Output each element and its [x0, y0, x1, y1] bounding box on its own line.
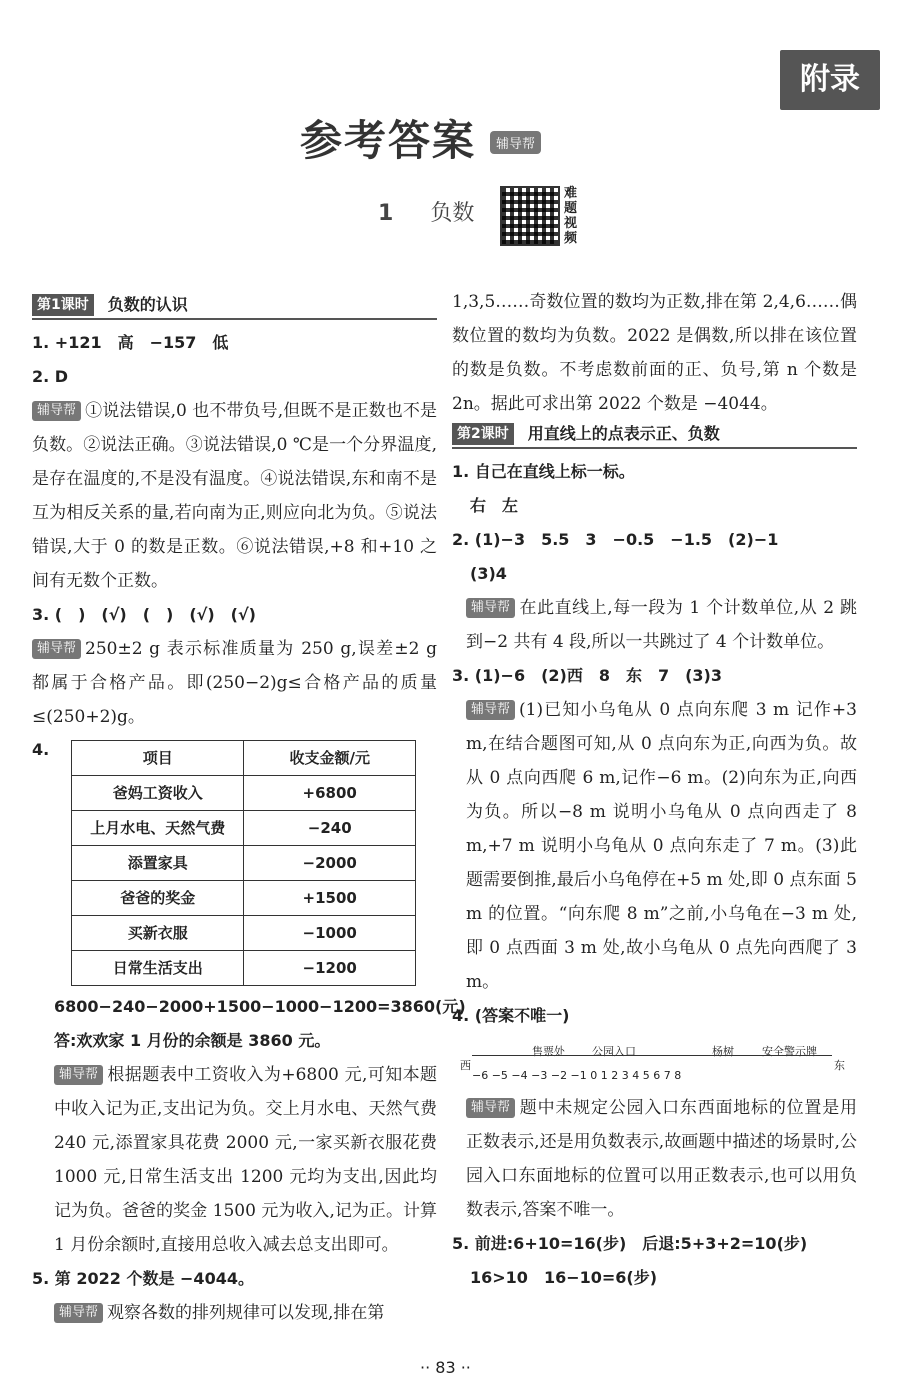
lesson-title: 负数的认识: [107, 295, 188, 314]
left-column: [32, 292, 466, 1330]
helper-badge: 辅导帮: [54, 1303, 103, 1323]
table-cell: 添置家具: [72, 846, 244, 881]
number-line: [472, 1055, 832, 1056]
table-row: [72, 951, 416, 986]
table-row: [72, 916, 416, 951]
lesson-tag: 第1课时: [32, 294, 94, 316]
qr-code-icon[interactable]: [500, 186, 560, 246]
table-cell: −2000: [244, 846, 416, 881]
note-4: [452, 1091, 857, 1227]
table-row: [72, 881, 416, 916]
note-2: [452, 591, 857, 659]
table-row: [72, 776, 416, 811]
number-line-label: 杨树: [712, 1045, 734, 1058]
number-line-label: 安全警示牌: [762, 1045, 817, 1058]
budget-table: [71, 740, 416, 986]
table-header-row: [72, 741, 416, 776]
page-title: 参考答案: [300, 116, 477, 165]
table-cell: 爸爸的奖金: [72, 881, 244, 916]
answer-4-number: 4.: [32, 740, 50, 759]
note-2: [32, 394, 437, 598]
lesson-2-header: [452, 421, 857, 449]
helper-badge: 辅导帮: [54, 1065, 103, 1085]
chapter-title: 负数: [430, 201, 475, 226]
answer-2: 2. (1)−3 5.5 3 −0.5 −1.5 (2)−1: [452, 530, 779, 549]
note-text: 在此直线上,每一段为 1 个计数单位,从 2 跳到−2 共有 4 段,所以一共跳过了 4 个计数单位。: [466, 598, 857, 652]
note-text: 观察各数的排列规律可以发现,排在第: [107, 1303, 385, 1323]
qr-label: 难题视频: [564, 186, 578, 246]
answer-3: 3. ( ) (√) ( ) (√) (√): [32, 605, 256, 624]
table-header-cell: 收支金额/元: [244, 741, 416, 776]
answer-statement: 答:欢欢家 1 月份的余额是 3860 元。: [54, 1031, 331, 1050]
note-5-continued: 1,3,5……奇数位置的数均为正数,排在第 2,4,6……偶数位置的数均为负数。2022 是偶数,所以排在该位置的数是负数。不考虑数前面的正、负号,第 n 个数是 2n。据此可求出第 2022 个数是 −4044。: [452, 292, 857, 414]
note-text: (1)已知小乌龟从 0 点向东爬 3 m 记作+3 m,在结合题图可知,从 0 点向东为正,向西为负。故从 0 点向西爬 6 m,记作−6 m。(2)向东为正,向西为负。所以−8 m 说明小乌龟从 0 点向西走了 8 m,+7 m 说明小乌龟从 0 点向东走了 7 m。(3)此题需要倒推,最后小乌龟停在+5 m 处,即 0 点东面 5 m 的位置。“向东爬 8 m”之前,小乌龟在−3 m 处,即 0 点西面 3 m 处,故小乌龟从 0 点先向西爬了 3 m。: [466, 700, 857, 992]
note-3: [452, 693, 857, 999]
note-text: 250±2 g 表示标准质量为 250 g,误差±2 g 都属于合格产品。即(250−2)g≤合格产品的质量≤(250+2)g。: [32, 639, 437, 727]
helper-badge: 辅导帮: [466, 1098, 515, 1118]
table-cell: 爸妈工资收入: [72, 776, 244, 811]
table-cell: 上月水电、天然气费: [72, 811, 244, 846]
note-3: [32, 632, 437, 734]
table-cell: 日常生活支出: [72, 951, 244, 986]
answer-4: [32, 740, 437, 986]
calculation: 6800−240−2000+1500−1000−1200=3860(元): [54, 997, 466, 1016]
answer-2: 2. D: [32, 367, 69, 386]
helper-badge: 辅导帮: [32, 639, 81, 659]
lesson-title: 用直线上的点表示正、负数: [527, 424, 720, 443]
table-header-cell: 项目: [72, 741, 244, 776]
number-line-ticks: −6 −5 −4 −3 −2 −1 0 1 2 3 4 5 6 7 8: [472, 1069, 682, 1082]
table-cell: −240: [244, 811, 416, 846]
answer-4: 4. (答案不唯一): [452, 1006, 570, 1025]
lesson-1-header: [32, 292, 437, 320]
appendix-corner: [710, 30, 900, 155]
answer-5: 5. 第 2022 个数是 −4044。: [32, 1269, 254, 1288]
number-line-diagram: [460, 1035, 857, 1085]
chapter-number: 1: [378, 201, 394, 226]
table-cell: −1000: [244, 916, 416, 951]
table-cell: +6800: [244, 776, 416, 811]
note-4: [32, 1058, 437, 1262]
note-text: ①说法错误,0 也不带负号,但既不是正数也不是负数。②说法正确。③说法错误,0 ℃是一个分界温度,是存在温度的,不是没有温度。④说法错误,东和南不是互为相反关系的量,若向南为正,则应向北为负。⑤说法错误,大于 0 的数是正数。⑥说法错误,+8 和+10 之间有无数个正数。: [32, 401, 437, 591]
note-text: 题中未规定公园入口东西面地标的位置是用正数表示,还是用负数表示,故画题中描述的场景时,公园入口东面地标的位置可以用正数表示,也可以用负数表示,答案不唯一。: [466, 1098, 857, 1220]
answer-1: 1. +121 高 −157 低: [32, 333, 229, 352]
answer-2b: (3)4: [470, 564, 507, 583]
answer-5b: 16>10 16−10=6(步): [470, 1268, 658, 1287]
note-5: [32, 1296, 437, 1330]
helper-badge: 辅导帮: [466, 598, 515, 618]
answer-1b: 右 左: [470, 496, 519, 515]
lesson-tag: 第2课时: [452, 423, 514, 445]
table-row: [72, 811, 416, 846]
title-badge: 辅导帮: [490, 131, 541, 154]
answer-5: 5. 前进:6+10=16(步) 后退:5+3+2=10(步): [452, 1234, 808, 1253]
chapter-heading: [378, 196, 474, 227]
answer-3: 3. (1)−6 (2)西 8 东 7 (3)3: [452, 666, 722, 685]
page-number: ·· 83 ··: [420, 1358, 471, 1377]
table-cell: 买新衣服: [72, 916, 244, 951]
table-row: [72, 846, 416, 881]
number-line-west: 西: [460, 1059, 471, 1072]
note-text: 根据题表中工资收入为+6800 元,可知本题中收入记为正,支出记为负。交上月水电、天然气费 240 元,添置家具花费 2000 元,一家买新衣服花费 1000 元,日常生活支出 1200 元均为支出,因此均记为负。爸爸的奖金 1500 元为收入,记为正。计算 1 月份余额时,直接用总收入减去总支出即可。: [54, 1065, 437, 1255]
table-cell: +1500: [244, 881, 416, 916]
number-line-label: 公园入口: [592, 1045, 636, 1058]
answer-1: 1. 自己在直线上标一标。: [452, 462, 635, 481]
helper-badge: 辅导帮: [466, 700, 515, 720]
number-line-east: 东: [834, 1059, 845, 1072]
table-cell: −1200: [244, 951, 416, 986]
number-line-label: 售票处: [532, 1045, 565, 1058]
right-column: [452, 285, 857, 1295]
appendix-tab: 附录: [780, 50, 880, 110]
helper-badge: 辅导帮: [32, 401, 81, 421]
